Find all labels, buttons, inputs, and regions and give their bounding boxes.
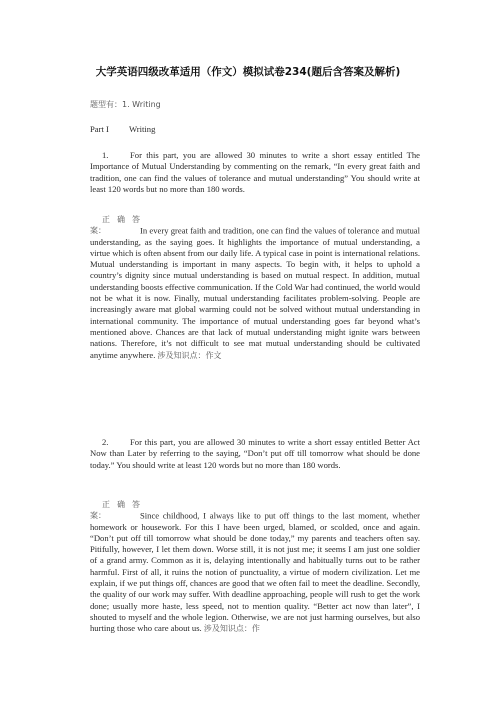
answer-text: Since childhood, I always like to put off things to the last moment, whether homework or housework. For this I have been urged, blamed, or scolded, once and again. “Don’t put off till tomorrow what should be done today,” my parents and teachers often say. Pitifully, however, I let them down. Worse still, it is not just me; it seems I am just one soldier of a grand army. Common as it is, delaying intentionally and habitually turns out to be rather harmful. First of all, it ruins the notion of punctuality, a virtue of modern civilization. Let me explain, if we put things off, chances are good that we often fail to meet the deadline. Secondly, the quality of our work may suffer. With deadline approaching, people will rush to get the work done; usually more haste, less speed, not to mention quality. “Better act now than later”, I shouted to myself and the whole legion. Otherwise, we are not just harming ourselves, but also hurting those who care about us. (90, 510, 420, 634)
knowledge-point: 涉及知识点：作 (203, 624, 260, 634)
answer-label: 正确答案： (90, 500, 140, 521)
question-text: For this part, you are allowed 30 minutes to write a short essay entitled The Importance of Mutual Understanding by commenting on the remark, “In every great faith and tradition, one can find the values of tolerance and mutual understanding” You should write at least 120 words but no more than 180 words. (90, 150, 420, 194)
knowledge-point: 涉及知识点：作文 (157, 350, 222, 360)
answer-label: 正确答案： (90, 215, 140, 236)
part-heading (90, 124, 155, 134)
question-1-prompt (90, 150, 420, 195)
question-2-answer (90, 499, 420, 635)
question-2-prompt (90, 437, 420, 471)
part-label: Part I (90, 124, 109, 134)
document-title: 大学英语四级改革适用（作文）模拟试卷234(题后含答案及解析) (95, 66, 401, 78)
question-number: 2. (102, 437, 109, 447)
question-text: For this part, you are allowed 30 minutes to write a short essay entitled Better Act Now than Later by referring to the saying, “Don’t put off till tomorrow what should be done today.” You should write at least 120 words but no more than 180 words. (90, 437, 420, 470)
question-type-line: 题型有：1. Writing (90, 100, 161, 109)
question-number: 1. (102, 150, 109, 160)
answer-text: In every great faith and tradition, one can find the values of tolerance and mutual understanding, as the saying goes. It highlights the importance of mutual understanding, a virtue which is often absent from our daily life. A typical case in point is international relations. Mutual understanding is important in many aspects. To begin with, it helps to uphold a country’s dignity since mutual understanding is based on mutual respect. In addition, mutual understanding boosts effective communication. If the Cold War had continued, the world would not be what it is now. Finally, mutual understanding facilitates problem-solving. People are increasingly aware mat global warming could not be solved without mutual understanding in international community. The importance of mutual understanding goes far beyond what’s mentioned above. Chances are that lack of mutual understanding might ignite wars between nations. Therefore, it’s not difficult to see mat mutual understanding should be cultivated anytime anywhere. (90, 225, 420, 360)
question-1-answer (90, 214, 420, 361)
part-name: Writing (129, 124, 156, 134)
